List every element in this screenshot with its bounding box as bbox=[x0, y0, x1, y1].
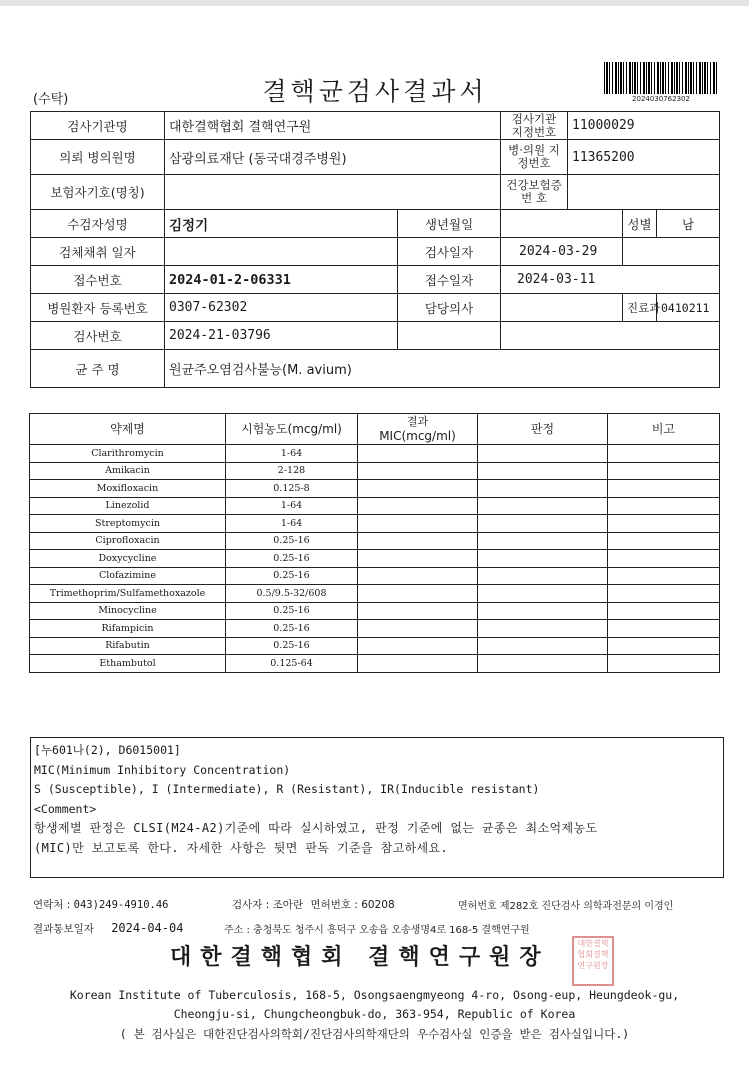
judgement-cell bbox=[478, 602, 608, 620]
test-no-blank-1 bbox=[398, 322, 501, 350]
lab-id-label: 검사기관 지정번호 bbox=[501, 112, 568, 140]
seal-text: 대한결핵 협회결핵 연구원장 bbox=[577, 939, 609, 970]
remarks-cell bbox=[608, 585, 720, 603]
remarks-cell bbox=[608, 567, 720, 585]
drug-name-cell: Rifabutin bbox=[30, 637, 226, 655]
drug-column-header: 약제명 bbox=[30, 414, 226, 445]
judgement-cell bbox=[478, 497, 608, 515]
notify-date-info bbox=[33, 921, 183, 936]
drug-row bbox=[30, 462, 720, 480]
insurer-value bbox=[165, 175, 501, 210]
mic-result-cell bbox=[358, 532, 478, 550]
drug-row bbox=[30, 515, 720, 533]
sex-value: 남 bbox=[657, 210, 720, 238]
organism-label: 균 주 명 bbox=[31, 350, 165, 388]
test-range-cell: 1-64 bbox=[226, 497, 358, 515]
mic-result-cell bbox=[358, 637, 478, 655]
tester-label: 검사자 : bbox=[232, 899, 270, 911]
drug-row bbox=[30, 637, 720, 655]
health-id-value bbox=[568, 175, 720, 210]
mic-header-line2: MIC(mcg/ml) bbox=[379, 429, 456, 443]
judgement-cell bbox=[478, 532, 608, 550]
mic-result-cell bbox=[358, 550, 478, 568]
judgement-cell bbox=[478, 480, 608, 498]
test-range-cell: 0.25-16 bbox=[226, 567, 358, 585]
contact-info bbox=[33, 897, 168, 912]
test-range-cell: 0.5/9.5-32/608 bbox=[226, 585, 358, 603]
address: 주소 : 충청북도 청주시 흥덕구 오송읍 오송생명4로 168-5 결핵연구원 bbox=[224, 925, 530, 936]
test-range-cell: 0.25-16 bbox=[226, 620, 358, 638]
barcode-image bbox=[604, 62, 718, 94]
remarks-cell bbox=[608, 602, 720, 620]
drug-row bbox=[30, 497, 720, 515]
drug-name-cell: Ethambutol bbox=[30, 655, 226, 673]
hospital-id-value: 11365200 bbox=[568, 140, 720, 175]
drug-name-cell: Trimethoprim/Sulfamethoxazole bbox=[30, 585, 226, 603]
test-no-label: 검사번호 bbox=[31, 322, 165, 350]
remarks-cell bbox=[608, 480, 720, 498]
drug-row bbox=[30, 655, 720, 673]
test-range-cell: 1-64 bbox=[226, 445, 358, 463]
drug-name-cell: Moxifloxacin bbox=[30, 480, 226, 498]
judgement-cell bbox=[478, 462, 608, 480]
test-date-value: 2024-03-29 bbox=[501, 238, 623, 266]
req-hospital-value: 삼광의료재단 (동국대경주병원) bbox=[165, 140, 501, 175]
remarks-cell bbox=[608, 462, 720, 480]
drug-name-cell: Rifampicin bbox=[30, 620, 226, 638]
specialist-info: 면허번호 제282호 진단검사 의학과전문의 이경인 bbox=[458, 901, 674, 912]
judgement-cell bbox=[478, 655, 608, 673]
organism-value: 원균주오염검사불능(M. avium) bbox=[165, 350, 720, 388]
judgement-cell bbox=[478, 637, 608, 655]
comment-label: <Comment> bbox=[34, 801, 97, 816]
test-range-cell: 0.25-16 bbox=[226, 532, 358, 550]
test-range-cell: 0.125-64 bbox=[226, 655, 358, 673]
test-no-value: 2024-21-03796 bbox=[165, 322, 398, 350]
test-range-cell: 0.25-16 bbox=[226, 602, 358, 620]
drug-name-cell: Clofazimine bbox=[30, 567, 226, 585]
judgement-cell bbox=[478, 620, 608, 638]
remarks-cell bbox=[608, 620, 720, 638]
doctor-label: 담당의사 bbox=[398, 294, 501, 322]
notes-box bbox=[30, 737, 724, 878]
mic-result-cell bbox=[358, 620, 478, 638]
document-title: 결핵균검사결과서 bbox=[262, 77, 488, 106]
remarks-cell bbox=[608, 655, 720, 673]
drug-name-cell: Amikacin bbox=[30, 462, 226, 480]
mic-result-cell bbox=[358, 602, 478, 620]
notify-label: 결과통보일자 bbox=[33, 923, 94, 935]
tester-info bbox=[232, 897, 395, 912]
judgement-cell bbox=[478, 550, 608, 568]
remarks-cell bbox=[608, 497, 720, 515]
remarks-cell bbox=[608, 532, 720, 550]
mic-result-cell bbox=[358, 445, 478, 463]
hospital-id-label: 병·의원 지정번호 bbox=[501, 140, 568, 175]
receipt-no-label: 접수번호 bbox=[31, 266, 165, 294]
receipt-date-value: 2024-03-11 bbox=[501, 266, 720, 294]
patient-name-label: 수검자성명 bbox=[31, 210, 165, 238]
dob-value bbox=[501, 210, 623, 238]
drug-row bbox=[30, 480, 720, 498]
official-seal bbox=[572, 936, 614, 986]
english-address-line-2: Cheongju-si, Chungcheongbuk-do, 363-954, Republic of Korea bbox=[173, 1007, 576, 1021]
drug-name-cell: Clarithromycin bbox=[30, 445, 226, 463]
mic-header-line1: 결과 bbox=[406, 415, 429, 428]
drug-table-body bbox=[30, 445, 720, 673]
drug-name-cell: Ciprofloxacin bbox=[30, 532, 226, 550]
test-range-cell: 0.25-16 bbox=[226, 550, 358, 568]
test-date-blank bbox=[623, 238, 720, 266]
remarks-cell bbox=[608, 515, 720, 533]
remarks-column-header: 비고 bbox=[608, 414, 720, 445]
patient-info-table bbox=[30, 111, 720, 388]
test-range-cell: 1-64 bbox=[226, 515, 358, 533]
top-strip bbox=[0, 0, 749, 6]
lab-id-value: 11000029 bbox=[568, 112, 720, 140]
collection-date-label: 검체채취 일자 bbox=[31, 238, 165, 266]
receipt-date-label: 접수일자 bbox=[398, 266, 501, 294]
mic-result-cell bbox=[358, 497, 478, 515]
drug-name-cell: Minocycline bbox=[30, 602, 226, 620]
mic-result-cell bbox=[358, 585, 478, 603]
drug-row bbox=[30, 602, 720, 620]
test-range-cell: 2-128 bbox=[226, 462, 358, 480]
registration-no-label: 병원환자 등록번호 bbox=[31, 294, 165, 322]
license-label: 면허번호 : bbox=[310, 899, 358, 911]
test-date-label: 검사일자 bbox=[398, 238, 501, 266]
mic-definition: MIC(Minimum Inhibitory Concentration) bbox=[34, 762, 291, 777]
test-range-cell: 0.25-16 bbox=[226, 637, 358, 655]
mic-result-cell bbox=[358, 515, 478, 533]
range-column-header: 시험농도(mcg/ml) bbox=[226, 414, 358, 445]
institute-name: 대한결핵협회 결핵연구원장 bbox=[170, 944, 550, 970]
english-address-line-1: Korean Institute of Tuberculosis, 168-5, Osongsaengmyeong 4-ro, Osong-eup, Heungdeok-gu, bbox=[69, 988, 680, 1002]
comment-line-1: 항생제별 판정은 CLSI(M24-A2)기준에 따라 실시하였고, 판정 기준에 없는 균종은 최소억제농도 bbox=[34, 821, 598, 835]
judgement-cell bbox=[478, 445, 608, 463]
notify-date: 2024-04-04 bbox=[111, 921, 184, 935]
drug-row bbox=[30, 550, 720, 568]
drug-row bbox=[30, 620, 720, 638]
department-value: 0410211 bbox=[657, 294, 720, 322]
test-no-blank-2 bbox=[501, 322, 720, 350]
drug-row bbox=[30, 567, 720, 585]
mic-result-cell bbox=[358, 480, 478, 498]
insurer-label: 보험자기호(명칭) bbox=[31, 175, 165, 210]
mic-column-header bbox=[358, 414, 478, 445]
remarks-cell bbox=[608, 637, 720, 655]
susceptibility-table bbox=[29, 413, 720, 673]
health-id-label: 건강보험증 번 호 bbox=[501, 175, 568, 210]
receipt-no-value: 2024-01-2-06331 bbox=[165, 266, 398, 294]
receipt-label: (수탁) bbox=[33, 92, 69, 107]
test-range-cell: 0.125-8 bbox=[226, 480, 358, 498]
barcode-number: 2024030762302 bbox=[632, 95, 690, 103]
mic-result-cell bbox=[358, 567, 478, 585]
judgement-cell bbox=[478, 567, 608, 585]
drug-name-cell: Doxycycline bbox=[30, 550, 226, 568]
drug-row bbox=[30, 585, 720, 603]
sir-definition: S (Susceptible), I (Intermediate), R (Resistant), IR(Inducible resistant) bbox=[34, 782, 540, 796]
drug-name-cell: Linezolid bbox=[30, 497, 226, 515]
lab-name-value: 대한결핵협회 결핵연구원 bbox=[165, 112, 501, 140]
registration-no-value: 0307-62302 bbox=[165, 294, 398, 322]
lab-name-label: 검사기관명 bbox=[31, 112, 165, 140]
remarks-cell bbox=[608, 445, 720, 463]
mic-result-cell bbox=[358, 462, 478, 480]
certification-statement: ( 본 검사실은 대한진단검사의학회/진단검사의학재단의 우수검사실 인증을 받은 검사실입니다.) bbox=[119, 1027, 630, 1041]
judgement-column-header: 판정 bbox=[478, 414, 608, 445]
drug-name-cell: Streptomycin bbox=[30, 515, 226, 533]
contact-label: 연락처 : bbox=[33, 899, 71, 911]
doctor-value bbox=[501, 294, 623, 322]
report-code: [누601나(2), D6015001] bbox=[34, 743, 181, 757]
contact-value: 043)249-4910.46 bbox=[73, 899, 169, 911]
tester-value: 조아란 bbox=[272, 899, 304, 911]
license-value: 60208 bbox=[361, 899, 395, 911]
patient-name-value: 김정기 bbox=[165, 210, 398, 238]
comment-line-2: (MIC)만 보고토록 한다. 자세한 사항은 뒷면 판독 기준을 참고하세요. bbox=[34, 840, 449, 855]
judgement-cell bbox=[478, 515, 608, 533]
req-hospital-label: 의뢰 병의원명 bbox=[31, 140, 165, 175]
drug-row bbox=[30, 532, 720, 550]
judgement-cell bbox=[478, 585, 608, 603]
remarks-cell bbox=[608, 550, 720, 568]
dob-label: 생년월일 bbox=[398, 210, 501, 238]
collection-date-value bbox=[165, 238, 398, 266]
department-label: 진료과 bbox=[623, 294, 657, 322]
mic-result-cell bbox=[358, 655, 478, 673]
drug-row bbox=[30, 445, 720, 463]
sex-label: 성별 bbox=[623, 210, 657, 238]
